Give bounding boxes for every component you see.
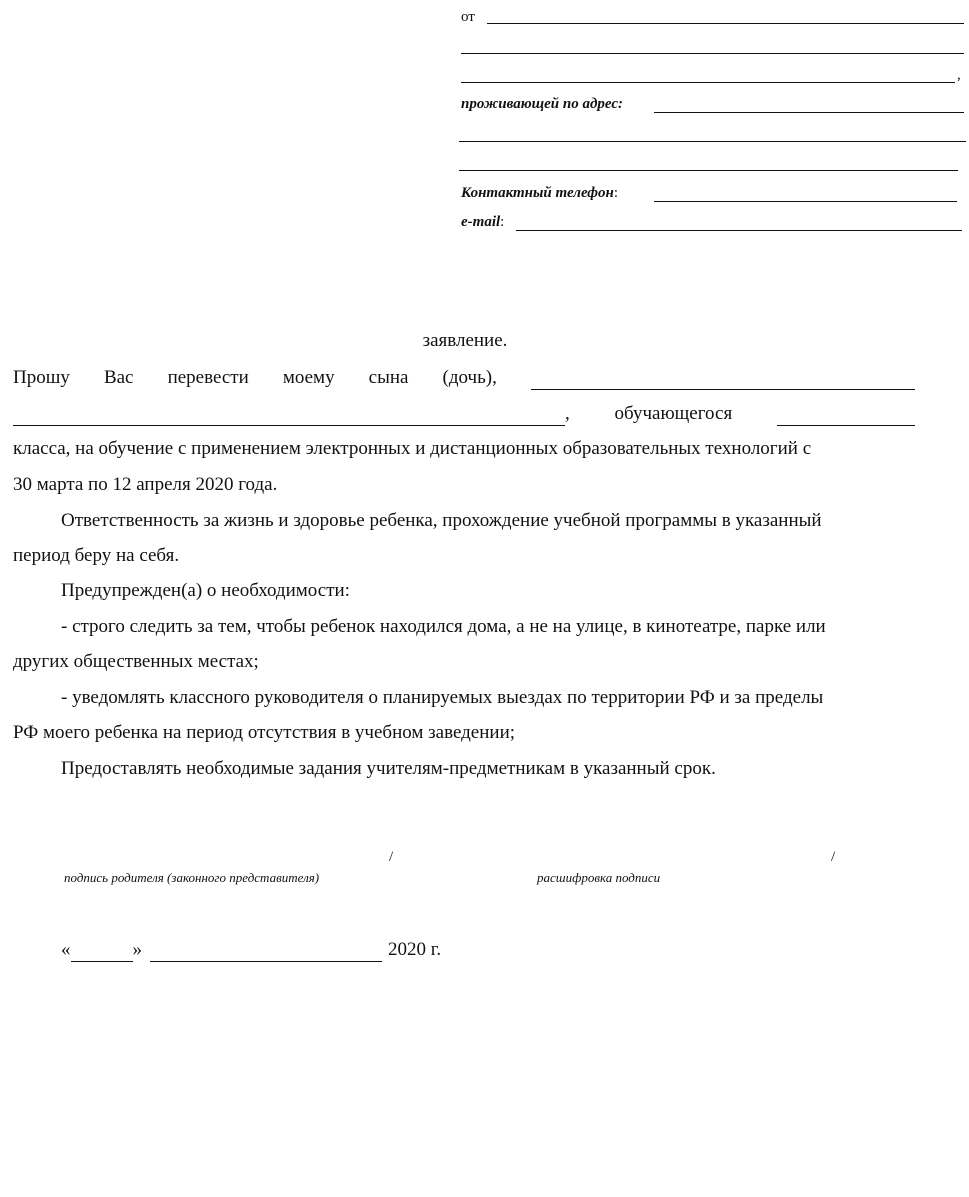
date-year: 2020 г. (388, 939, 442, 960)
responsibility-line-1: Ответственность за жизнь и здоровье ребенка, прохождение учебной программы в указанный (61, 510, 822, 531)
address-label: проживающей по адрес: (461, 96, 624, 112)
signature-slash-2: / (831, 849, 836, 865)
request-line-2-comma: , (565, 403, 570, 424)
request-word-3: перевести (167, 367, 249, 388)
child-name-field-2[interactable] (13, 405, 565, 426)
bullet-2-line-2: РФ моего ребенка на период отсутствия в учебном заведении; (13, 722, 516, 743)
from-field-line-2[interactable] (461, 53, 964, 54)
warned-heading: Предупрежден(а) о необходимости: (61, 580, 350, 601)
bullet-1-line-1: - строго следить за тем, чтобы ребенок находился дома, а не на улице, в кинотеатре, парке или (61, 616, 826, 637)
studying-word: обучающегося (614, 403, 733, 424)
email-field-line[interactable] (516, 230, 962, 231)
signature-decoding-caption: расшифровка подписи (537, 870, 661, 885)
request-word-6: (дочь), (442, 367, 497, 388)
bullet-1-line-2: других общественных местах; (13, 651, 259, 672)
email-colon: : (500, 214, 505, 230)
request-line-2 (13, 402, 915, 426)
child-name-continuation (13, 402, 570, 426)
from-comma: , (957, 67, 961, 83)
phone-field-line[interactable] (654, 201, 957, 202)
request-word-5: сына (368, 367, 409, 388)
from-field-line-3[interactable] (461, 82, 955, 83)
date-line (61, 938, 441, 962)
date-month-field[interactable] (150, 941, 382, 962)
request-word-4: моему (282, 367, 335, 388)
responsibility-line-2: период беру на себя. (13, 545, 180, 566)
document-title: заявление. (422, 330, 508, 351)
address-field-line-3[interactable] (459, 170, 958, 171)
date-day-field[interactable] (71, 941, 133, 962)
bullet-2-line-1: - уведомлять классного руководителя о планируемых выездах по территории РФ и за пределы (61, 687, 824, 708)
email-label: e-mail (461, 214, 501, 230)
signature-slash-1: / (389, 849, 394, 865)
from-label: от (461, 9, 475, 25)
request-word-2: Вас (103, 367, 134, 388)
date-open-quote: « (61, 939, 71, 960)
request-line-3: класса, на обучение с применением электронных и дистанционных образовательных технологий с (13, 438, 812, 459)
phone-colon: : (613, 185, 618, 201)
from-field-line-1[interactable] (487, 23, 964, 24)
address-field-line-1[interactable] (654, 112, 964, 113)
signature-decoding-field[interactable] (400, 866, 828, 867)
phone-label-row (461, 184, 618, 202)
request-line-4: 30 марта по 12 апреля 2020 года. (13, 474, 278, 495)
address-field-line-2[interactable] (459, 141, 966, 142)
parent-signature-caption: подпись родителя (законного представителя) (64, 870, 320, 885)
email-label-row (461, 213, 504, 231)
date-close-quote: » (132, 939, 142, 960)
phone-label: Контактный телефон (461, 185, 614, 201)
class-number-field[interactable] (777, 405, 915, 426)
child-name-field[interactable] (531, 369, 915, 390)
assignments-line: Предоставлять необходимые задания учителям-предметникам в указанный срок. (61, 758, 716, 779)
parent-signature-field[interactable] (64, 866, 384, 867)
request-word-1: Прошу (13, 367, 70, 388)
request-line-1 (13, 366, 915, 390)
